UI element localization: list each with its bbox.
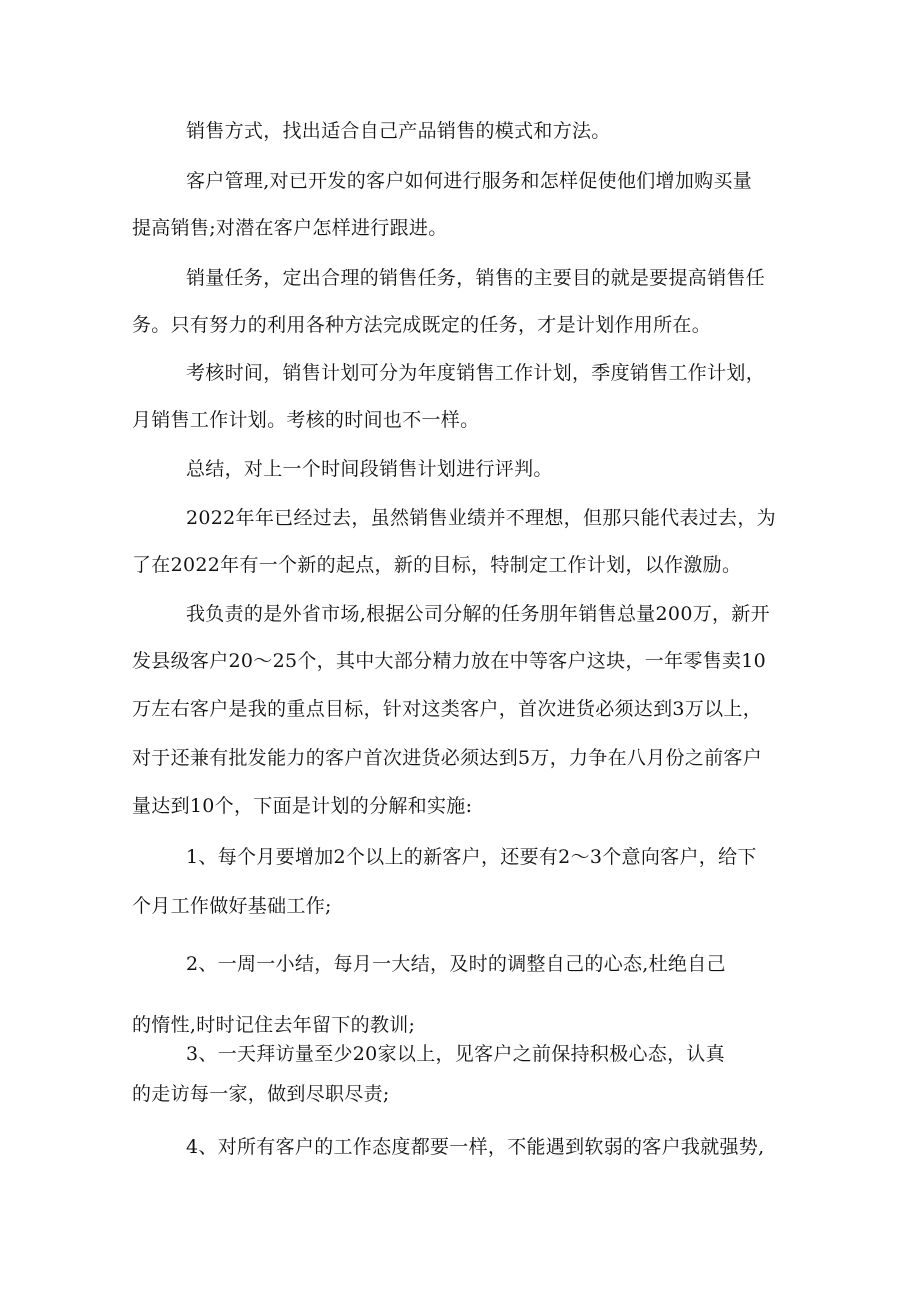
paragraph-line: 销量任务，定出合理的销售任务，销售的主要目的就是要提高销售任 <box>186 267 766 289</box>
paragraph-line: 我负责的是外省市场,根据公司分解的任务朋年销售总量200万，新开 <box>186 603 770 625</box>
paragraph-line: 2、一周一小结，每月一大结，及时的调整自己的心态,杜绝自己 <box>186 953 726 975</box>
paragraph-line: 的走访每一家，做到尽职尽责; <box>132 1083 390 1105</box>
paragraph-line: 个月工作做好基础工作; <box>132 895 332 917</box>
paragraph-line: 月销售工作计划。考核的时间也不一样。 <box>132 409 480 431</box>
paragraph-line: 1、每个月要增加2个以上的新客户，还要有2～3个意向客户，给下 <box>186 846 757 868</box>
paragraph-line: 万左右客户是我的重点目标，针对这类客户，首次进货必须达到3万以上， <box>132 698 762 720</box>
paragraph-line: 客户管理,对已开发的客户如何进行服务和怎样促使他们增加购买量 <box>186 170 753 192</box>
paragraph-line: 提高销售;对潜在客户怎样进行跟进。 <box>132 217 448 239</box>
paragraph-line: 考核时间，销售计划可分为年度销售工作计划，季度销售工作计划， <box>186 362 766 384</box>
paragraph-line: 2022年年已经过去，虽然销售业绩并不理想，但那只能代表过去，为 <box>186 507 776 529</box>
paragraph-line: 的惰性,时时记住去年留下的教训; <box>132 1014 416 1036</box>
paragraph-line: 了在2022年有一个新的起点，新的目标，特制定工作计划，以作激励。 <box>132 554 742 576</box>
paragraph-line: 发县级客户20～25个，其中大部分精力放在中等客户这块，一年零售卖10 <box>132 650 767 672</box>
paragraph-line: 对于还兼有批发能力的客户首次进货必须达到5万，力争在八月份之前客户 <box>132 747 762 769</box>
paragraph-line: 销售方式，找出适合自己产品销售的模式和方法。 <box>186 120 611 142</box>
paragraph-line: 4、对所有客户的工作态度都要一样，不能遇到软弱的客户我就强势, <box>186 1136 765 1158</box>
paragraph-line: 总结，对上一个时间段销售计划进行评判。 <box>186 458 553 480</box>
paragraph-line: 务。只有努力的利用各种方法完成既定的任务，才是计划作用所在。 <box>132 314 712 336</box>
paragraph-line: 量达到10个，下面是计划的分解和实施: <box>132 795 473 817</box>
paragraph-line: 3、一天拜访量至少20家以上，见客户之前保持积极心态，认真 <box>186 1043 725 1065</box>
